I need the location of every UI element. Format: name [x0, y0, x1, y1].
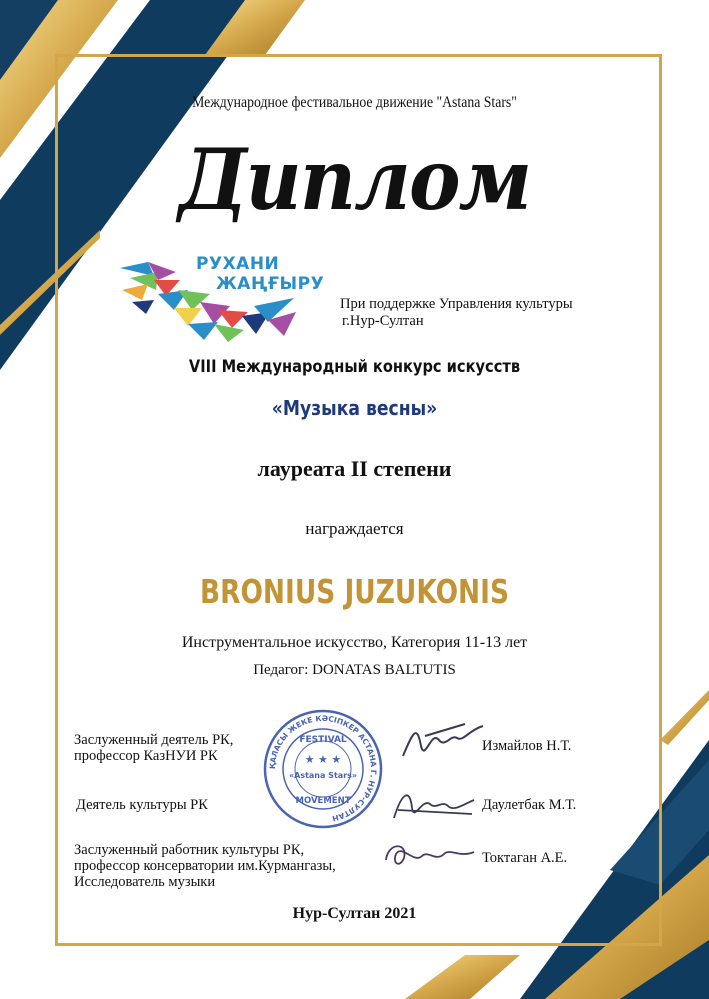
- signature-2-icon: [388, 778, 478, 828]
- svg-text:ҚАЛАСЫ ЖЕКЕ КӘСІПКЕР АСТАНА Г.: [268, 714, 378, 823]
- stamp-bottom-text: MOVEMENT: [295, 796, 351, 806]
- stamp-middle-text: «Astana Stars»: [288, 771, 358, 780]
- signatory-2-title: Деятель культуры РК: [76, 797, 208, 813]
- contest-title: VIII Международный конкурс искусств: [188, 357, 521, 377]
- category-line: Инструментальное искусство, Категория 11-13 лет: [181, 634, 528, 651]
- signatory-1-title-line2: профессор КазНУИ РК: [74, 748, 218, 764]
- signatory-3-title: [74, 842, 336, 890]
- signatory-3-title-line1: Заслуженный работник культуры РК,: [74, 842, 305, 858]
- signatory-3-name: Токтаган А.Е.: [482, 850, 568, 866]
- logo-text-line2: ЖАҢҒЫРУ: [216, 274, 325, 294]
- support-text: [340, 296, 573, 330]
- signatory-3-title-line3: Исследователь музыки: [74, 874, 216, 890]
- signature-1-icon: [395, 712, 485, 767]
- signatory-1-name: Измайлов Н.Т.: [482, 738, 572, 754]
- signatory-1-title-line1: Заслуженный деятель РК,: [74, 732, 234, 748]
- awarded-label: награждается: [305, 519, 404, 538]
- signatory-3-title-line2: профессор консерватории им.Курмангазы,: [74, 858, 336, 874]
- stamp-top-text: FESTIVAL: [299, 735, 347, 745]
- bottom-right-gold-thin: [660, 690, 709, 745]
- stamp-ring-text: ҚАЛАСЫ ЖЕКЕ КӘСІПКЕР АСТАНА Г. НУР-СУЛТАН: [267, 713, 379, 824]
- stamp-star-icon: ★ ★ ★: [304, 753, 342, 766]
- bottom-left-gold-ribbon: [405, 955, 520, 999]
- laureate-degree: лауреата II степени: [257, 456, 452, 481]
- festival-stamp: [262, 708, 384, 830]
- recipient-name: BRONIUS JUZUKONIS: [200, 572, 509, 611]
- signatory-2-name: Даулетбак М.Т.: [482, 797, 577, 813]
- city-year: Нур-Султан 2021: [292, 905, 417, 922]
- rukhani-zhangyru-logo: [118, 250, 325, 350]
- teacher-line: Педагог: DONATAS BALTUTIS: [253, 662, 456, 678]
- support-line-1: При поддержке Управления культуры: [340, 296, 573, 312]
- organization-line: Международное фестивальное движение "Astana Stars": [192, 94, 517, 111]
- support-line-2: г.Нур-Султан: [342, 313, 424, 329]
- contest-name: «Музыка весны»: [271, 396, 438, 420]
- diploma-title: Диплом: [178, 130, 531, 229]
- signature-3-icon: [378, 834, 478, 874]
- logo-text-line1: РУХАНИ: [196, 254, 280, 274]
- signatory-1-title: [74, 732, 233, 764]
